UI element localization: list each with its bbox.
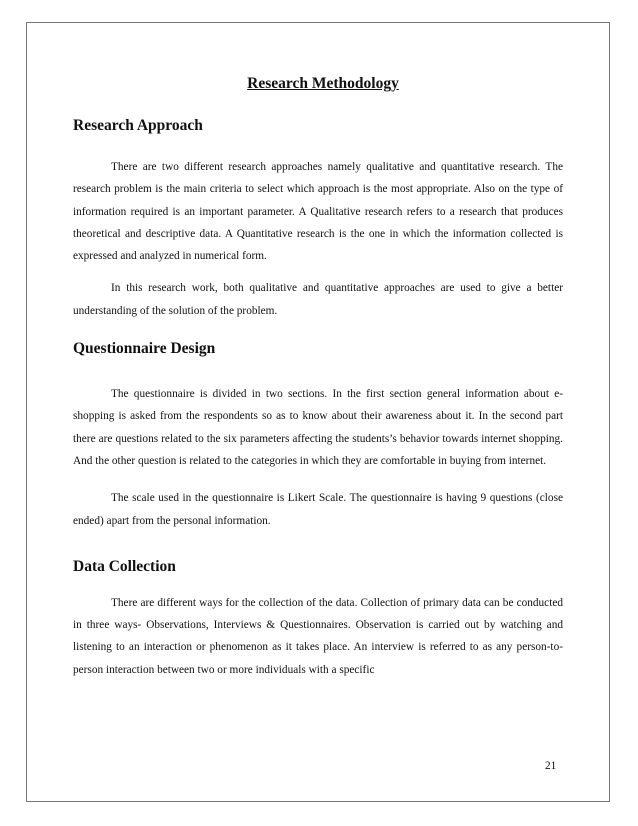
page-content [73, 75, 563, 681]
page-number: 21 [545, 760, 557, 772]
section-heading-data-collection: Data Collection [73, 557, 176, 575]
section-heading-research-approach: Research Approach [73, 117, 203, 134]
paragraph-data-collection-1: There are different ways for the collection of the data. Collection of primary data can be conducted in three ways- Observations, Interviews & Questionnaires. Observation is carried out by watching and listening to an interaction or phenomenon as it takes place. An interview is referred to as any person-to-person interaction between two or more individuals with a specific [73, 596, 563, 676]
section-heading-questionnaire-design: Questionnaire Design [73, 340, 216, 358]
paragraph-research-approach-2: In this research work, both qualitative and quantitative approaches are used to give a better understanding of the solution of the problem. [73, 282, 563, 317]
paragraph-questionnaire-design-1: The questionnaire is divided in two sections. In the first section general information about e-shopping is asked from the respondents so as to know about their awareness about it. In the second part there are questions related to the six parameters affecting the students’s behavior towards internet shopping. And the other question is related to the categories in which they are comfortable in buying from internet. [73, 388, 563, 467]
paragraph-questionnaire-design-2: The scale used in the questionnaire is Likert Scale. The questionnaire is having 9 questions (close ended) apart from the personal information. [73, 492, 563, 527]
document-title: Research Methodology [247, 75, 399, 92]
paragraph-research-approach-1: There are two different research approaches namely qualitative and quantitative research. The research problem is the main criteria to select which approach is the most appropriate. Also on the type of information required is an important parameter. A Qualitative research refers to a research that produces theoretical and descriptive data. A Quantitative research is the one in which the information collected is expressed and analyzed in numerical form. [73, 161, 563, 263]
